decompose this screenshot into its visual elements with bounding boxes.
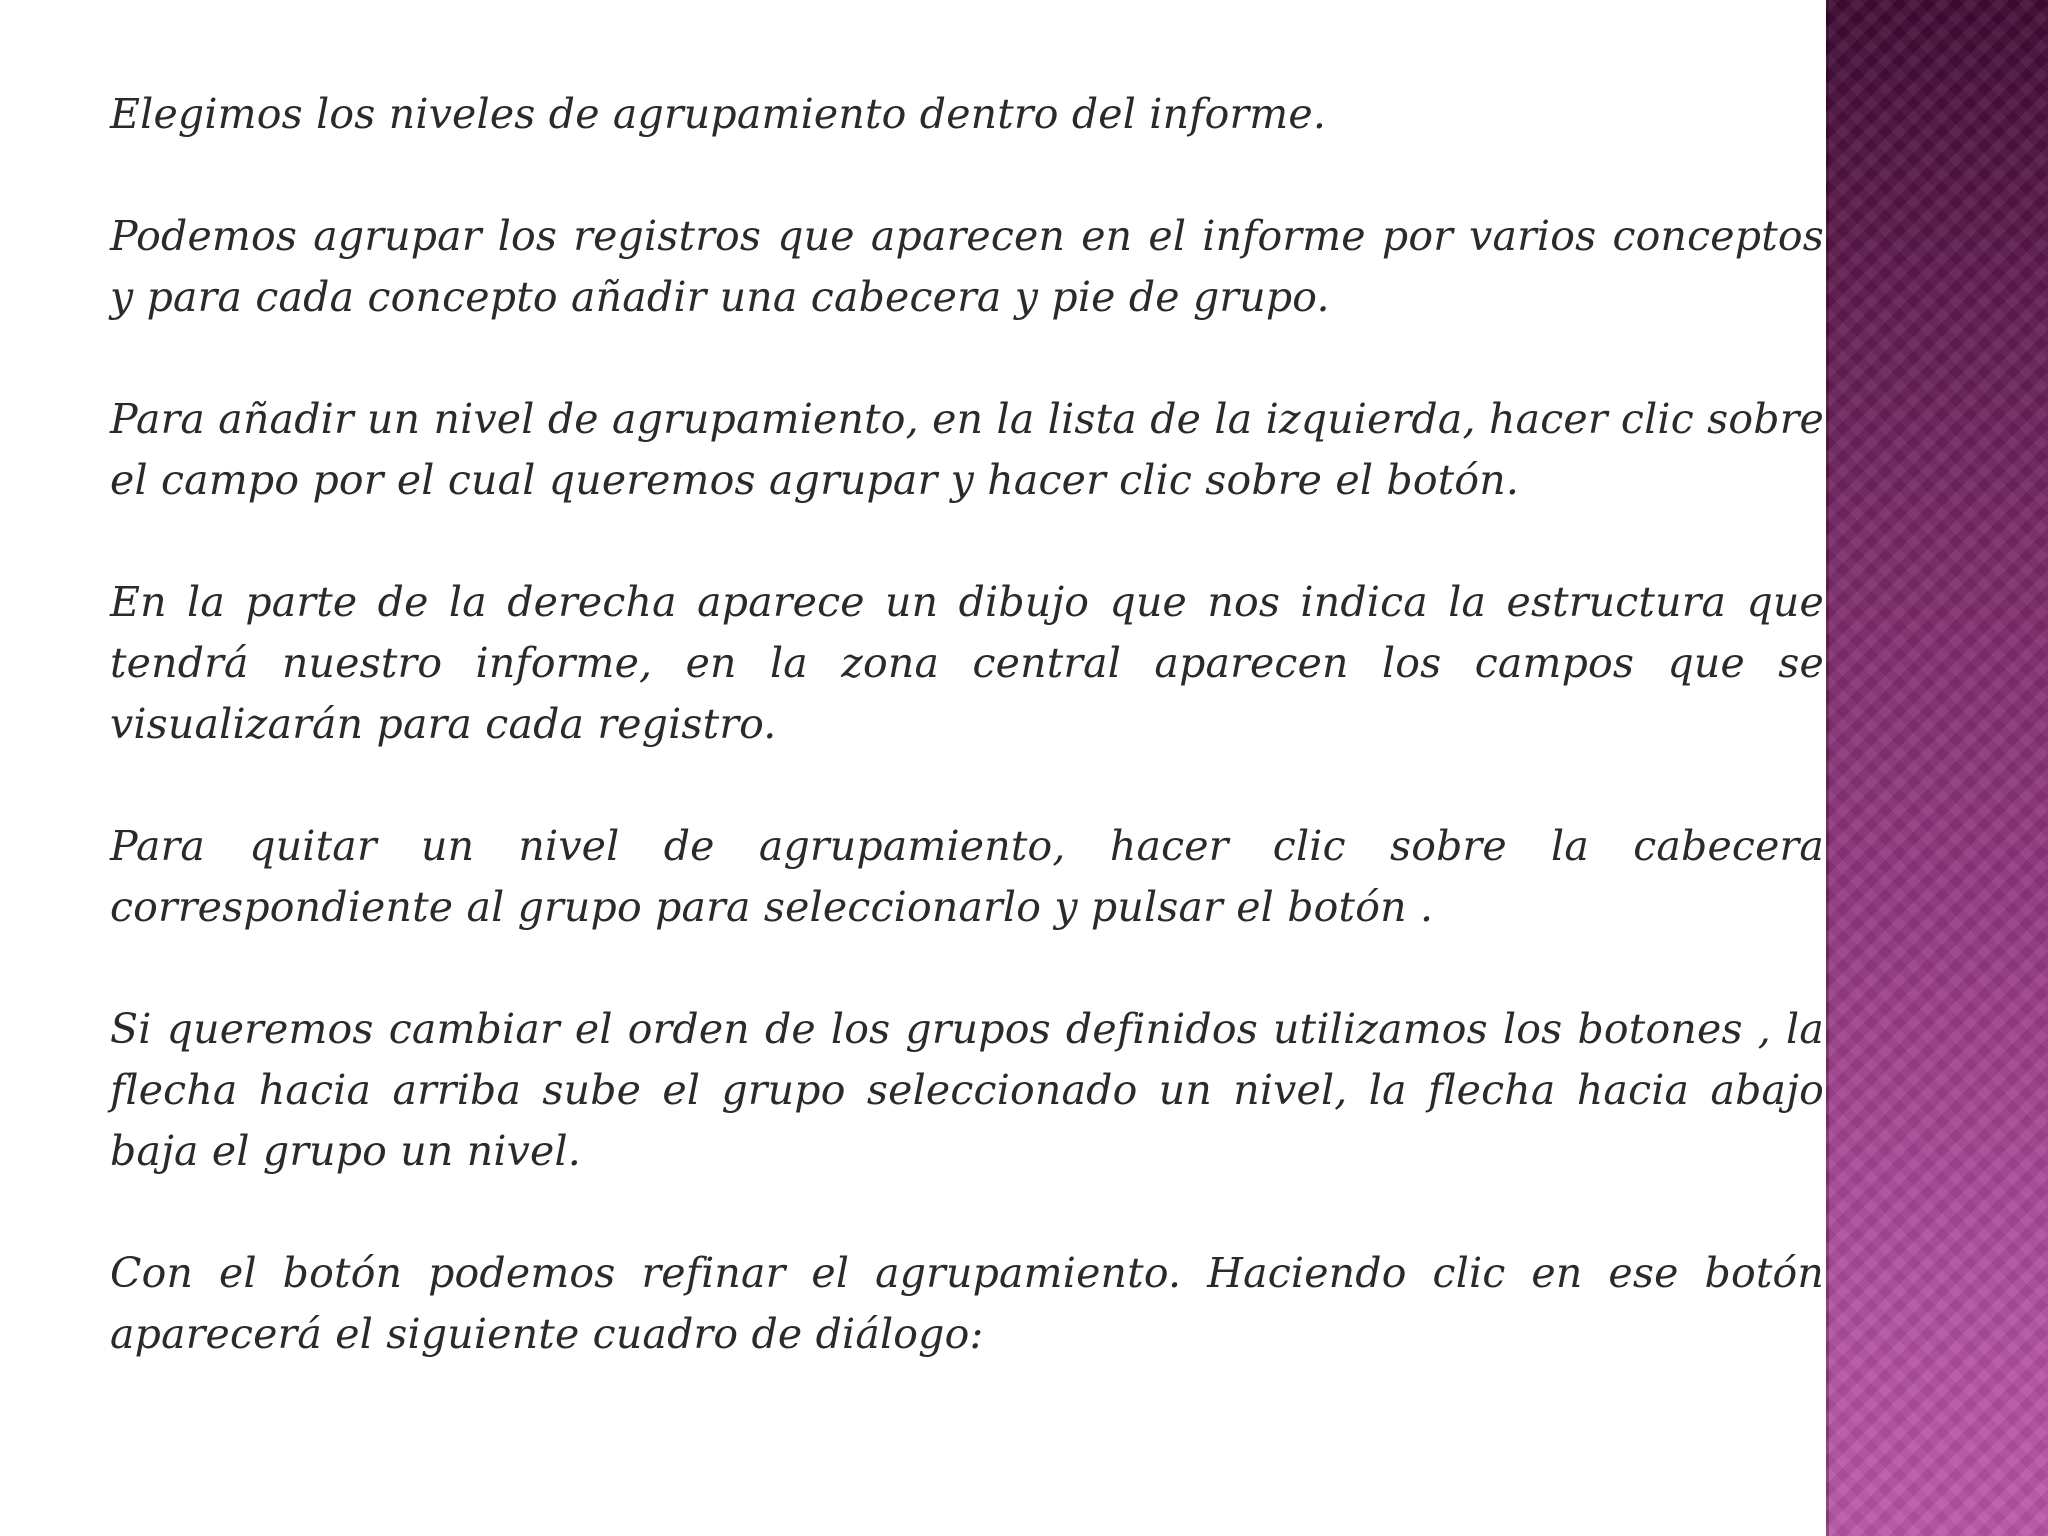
paragraph-remove-level: Para quitar un nivel de agrupamiento, hacer clic sobre la cabecera correspondiente al grupo para seleccionarlo y pulsar el botón . [110,822,1824,931]
sidebar-edge [1826,0,1829,1536]
sidebar-texture [1826,0,2048,1536]
paragraph-add-level: Para añadir un nivel de agrupamiento, en la lista de la izquierda, hacer clic sobre el campo por el cual queremos agrupar y hacer clic sobre el botón. [110,395,1824,504]
paragraph-refine-grouping: Con el botón podemos refinar el agrupamiento. Haciendo clic en ese botón aparecerá el siguiente cuadro de diálogo: [110,1249,1824,1358]
paragraph-structure-preview: En la parte de la derecha aparece un dibujo que nos indica la estructura que tendrá nuestro informe, en la zona central aparecen los campos que se visualizarán para cada registro. [110,578,1824,748]
slide-body [110,84,1824,1426]
decorative-sidebar [1826,0,2048,1536]
paragraph-grouping-levels: Elegimos los niveles de agrupamiento dentro del informe. [110,90,1327,138]
paragraph-change-order: Si queremos cambiar el orden de los grupos definidos utilizamos los botones , la flecha hacia arriba sube el grupo seleccionado un nivel, la flecha hacia abajo baja el grupo un nivel. [110,1005,1824,1175]
paragraph-group-records: Podemos agrupar los registros que aparecen en el informe por varios conceptos y para cada concepto añadir una cabecera y pie de grupo. [110,212,1824,321]
